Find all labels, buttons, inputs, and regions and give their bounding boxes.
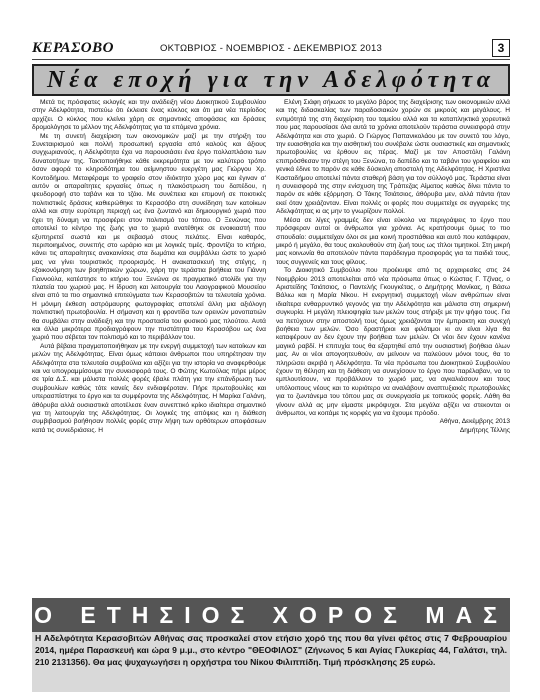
newspaper-logo: ΚΕΡΑΣΟΒΟ bbox=[32, 40, 114, 56]
article-title: Νέα εποχή για την Αδελφότητα bbox=[46, 67, 496, 93]
article-paragraph: Αυτά βέβαια πραγματοποιήθηκαν με την ενεργή συμμετοχή των κατοίκων και μελών της Αδελφότητας. Είναι όμως κάποιοι άνθρωποι που υπηρέτησαν την Αδελφότητα στα τελευταία συμβούλια και αξίζει για την ιστορία να αναφερθούμε και να υπογραμμίσουμε την συνεισφορά τους. Ο Φώτης Κωτούλας πήρε μέρος σε τρία Δ.Σ. και μάλιστα πολλές φορές έβαλε πλάτη για την επάνδρωση των συμβουλίων καθώς τότε κανείς δεν ενδιαφέροταν. Πήρε πρωτοβουλίες και υπερασπίστηκε το έργο και τα συμφέροντα της Αδελφότητας. Η Μαρίκα Γαλάνη, άθόρυβα αλλά ουσιαστικά αποτέλεσε έναν συνεπτικό κρίκο ιδιαίτερα σημαντικό για τη λειτουργία της Αδελφότητας. Οι λογικές της απόψεις και η διάθεση συμβιβασμού βοήθησαν πολλές φορές στην λήψη των ορθότερων αποφάσεων κατά τις συνεδριάσεις. Η bbox=[32, 342, 266, 434]
dance-announcement-title: Ο ΕΤΗΣΙΟΣ ΧΟΡΟΣ ΜΑΣ bbox=[34, 602, 508, 628]
article-column-right bbox=[276, 99, 510, 435]
header-divider bbox=[32, 59, 510, 60]
signature-author: Δημήτρης Τέλλης bbox=[459, 426, 510, 434]
article-body bbox=[32, 99, 510, 591]
article-paragraph: Με τη συνετή διαχείριση των οικονομικών μαζί με την στήριξη του Συνεταιρισμού και πολλή προσωπική εργασία από καλούς και άξιους συγχωριανούς, η Αδελφότητα έχει να παρουσιάσει ένα έργο πολλαπλάσιο των δυνατοτήτων της. Τακτοποιήθηκε κάθε εκκρεμότητα με τον καλύτερο τρόπο όσον αφορά το κληροδότημα του αείμνηστου ευεργέτη μας Γιώργου Χρ. Κοντοδήμου. Μεταφέραμε το γραφείο στον ιδιόκτητο χώρο μας και έγιναν σ' αυτόν οι απαραίτητες εργασίες όπως η πλακόστρωση του δαπέδου, η ψευδοροφή στο ταβάνι και το τζάκι. Με συνέπεια και επιμονή σε ποιοτικές πολιτιστικές δράσεις καθιερώθηκε το Κερασόβο στη συνείδηση των κατοίκων αλλά και στην ευρύτερη περιοχή ως ένα ζωντανό και δημιουργικό χωριό που έχει τη δύναμη να προσφέρει στον πολιτισμό του τόπου. Ο Ξενώνας που αποτελεί το κέντρο της ζωής για το χωριό ανατέθηκε σε ενοικιαστή που εξυπηρετεί σωστά και με σεβασμό στους πελάτες. Είναι καθαρός, περιποιημένος, συνεπής στο ωράριο και με λογικές τιμές. Φροντίζει το κτήριο, κάνει τις απαραίτητες ανακαινίσεις στα δωμάτια και συμβάλλει ώστε το χωριό μας να γίνει τουριστικός προορισμός. Η ανακατασκευή της στέγης, η εξοικονόμηση των βοηθητικών χώρων, χάρη την τεράστια βοήθεια του Γιάννη Γιαννούλα, κατέστησε το κτήριο του Ξενώνα σε πραγματικό στολίδι για την πλατεία του χωριού μας. Η ίδρυση και λειτουργία του Λαογραφικού Μουσείου είναι από τα πιο σημαντικά επιτεύγματα των Κερασοβιτών τα τελευταία χρόνια. Η μόνιμη έκθεση αστρόμαυρης φωτογραφίας αποτελεί άλλη μια αξιόλογη πολιτιστική πρωτοβουλία. Η σήμανση και η φροντίδα των ορεινών μονοπατιών θα συμβάλει στην ανάδειξη και την προστασία του φυσικού μας πλούτου. Αυτά και άλλα μικρότερα προδιαγράφουν την πυστάτητα του Κερασόβου ως ένα χωριό που σέβεται τον πολιτισμό και το περιβάλλον του. bbox=[32, 132, 266, 342]
article-paragraph: Το Διοικητικό Συμβούλιο που προέκυψε από τις αρχαιρεσίες στις 24 Νοεμβρίου 2013 αποτελείται από νέα πρόσωπα όπως ο Κώστας Γ. Τζίνας, ο Αριστείδης Τσιάτσιος, ο Παντελής Γκουγκέτας, ο Δημήτρης Μανίκας, η Βάσω Βάλιω και η Μαρία Νίκου. Η ενεργητική συμμετοχή νέων ανθρώπων είναι ιδιαίτερα ενθαρρυντικό γεγονός για την Αδελφότητα και μάλιστα στη σημερινή συγκυρία. Η μεγάλη πλειοψηφία των μελών τους στήριξε με την ψήφο τους. Για να πετύχουν στην αποστολή τους όμως χρειάζονται την έμπρακτη και συνεχή βοήθεια των μελών. Όσο δραστήριοι και φιλότιμοι κι αν είναι λίγα θα καταφέρουν αν δεν έχουν την βοήθεια των μελών. Οι νέοι δεν έχουν κανένα μαγικό ραβδί. Η επιτυχία τους θα εξαρτηθεί από την ουσιαστική βοήθεια όλων μας. Αν οι νέοι απογοητευθούν, αν μείνουν να παλεύουν μόνοι τους, θα το πληρώσει ακριβά η Αδελφότητα. Τα νέα πρόσωπα του Διοικητικού Συμβουλίου έχουν τη θέληση και τη διάθεση να συνεχίσουν το έργο που παρέλαβαν, να το εμπλουτίσουν, να προβάλλουν το χωριό μας, να αγκαλιάσουν και τους υπόλοιπους νέους και το κυριότερο να αναλάβουν αναπτυξιακές πρωτοβουλίες για το ζωντάνεμα του τόπου μας σε συνεργασία με τοπικούς φορείς. Λάθη θα γίνουν αλλά ας μην είμαστε μικρόψυχοι. Στα μεγάλα αξίζει να στεκονται οι άνθρωποι, να κοιτάμε τις κορφές για να έχουμε πρόοδο. bbox=[276, 267, 510, 418]
article-title-box bbox=[32, 64, 510, 96]
article-paragraph: Μετά τις πρόσφατες εκλογές και την ανάδειξη νέου Διοικητικού Συμβουλίου στην Αδελφότητα, πιστεύω ότι έκλεισε ένας κύκλος και ότι μια νέα περίοδος αρχίζει. Ο κύκλος που κλείνει χάρη σε σημαντικές αποφάσεις και δράσεις δρομολόγησε το μέλλον της Αδελφότητας για τα επόμενα χρόνια. bbox=[32, 99, 266, 132]
article-column-left bbox=[32, 99, 266, 435]
issue-date: ΟΚΤΩΒΡΙΟΣ - ΝΟΕΜΒΡΙΟΣ - ΔΕΚΕΜΒΡΙΟΣ 2013 bbox=[160, 43, 382, 54]
article-paragraph: Ελένη Σιάφη σήκωσε το μεγάλο βάρος της διαχείρισης των οικονομικών αλλά και της διδασκαλίας των παραδοσιακών χορών σε μικρούς και μεγάλους. Η εντιμότητά της στη διαχείριση του ταμείου αλλά και τα καταπληκτικά χορευτικά που μας παρουσίασε όλα αυτά τα χρόνια αποτελούν τεράστια συνεισφορά στην Αδελφότητα και στο χωριό. Ο Γιώργος Παπανικολάου με τον συνετό του λόγο, την ευαισθησία και την αισθητική του συνέβαλε ώστε ουσιαστικές και σημαντικές πρωτοβουλίες να έρθουν εις πέρας. Μαζί με τον Αποστόλη Γαλάνη επιπρόσθεσαν την στέγη του Ξενώνα, το δαπέδο και το ταβάνι του γραφείου και γενικά έδινε το παρόν σε κάθε δύσκολη αποστολή της Αδελφότητας. Η Χριστίνα Κασταδήμου αποτελεί πάντα σταθερή βάση για τον σύλλογό μας. Τεράστια είναι η συνεισφορά της στην ενίσχυση της Τράπεζας Αίματος καθώς δίνει πάντα το παρόν σε κάθε εξόρμηση. Ο Τάκης Τσιάτσιος, άθόρυβα μεν, αλλά πάντα ήταν εκεί όταν χρειάζονταν. Είναι πολλές οι φορές που συμμετείχε σε αγγαρείες της Αδελφότητας κι ας μην το γνωρίζουν πολλοί. bbox=[276, 99, 510, 216]
signature-place-date: Αθήνα, Δεκέμβρης 2013 bbox=[439, 418, 510, 426]
page-header bbox=[32, 40, 510, 58]
dance-announcement-text: Η Αδελφότητα Κερασοβιτών Αθήνας σας προσκαλεί στον ετήσιο χορό της που θα γίνει φέτος στις 7 Φεβρουαρίου 2014, ημέρα Παρασκευή και ώρα 9 μ.μ., στο κέντρο "ΘΕΟΦΙΛΟΣ" (Ζήνωνος 5 και Αγίας Γλυκερίας 44, Γαλάτσι, τηλ. 210 2131356). Θα μας ψυχαγωγήσει η ορχήστρα του Νίκου Φιλιππίδη. Τιμή πρόσκλησης 25 ευρώ. bbox=[32, 632, 510, 692]
article-paragraph: Μέσα σε λίγες γραμμές δεν είναι εύκολο να περιγράψεις το έργο που πρόσφεραν αυτοί οι άνθρωποι για χρόνια. Ας κρατήσουμε όμως το πιο σπουδαίο: συμμετείχαν όλοι σε μια κοινή προσπάθεια και αυτό που κατάφεραν, μικρό ή μεγάλο, θα τους ακολουθούν στη ζωή τους ως τίτλοι τιμητικοί. Στη μικρή μας κοινωνία θα αποτελούν πάντα παράδειγμα προσφοράς για τα παιδιά τους, τους συγγενείς και τους φίλους. bbox=[276, 216, 510, 266]
page-number: 3 bbox=[492, 39, 510, 57]
dance-announcement-banner bbox=[32, 598, 510, 632]
